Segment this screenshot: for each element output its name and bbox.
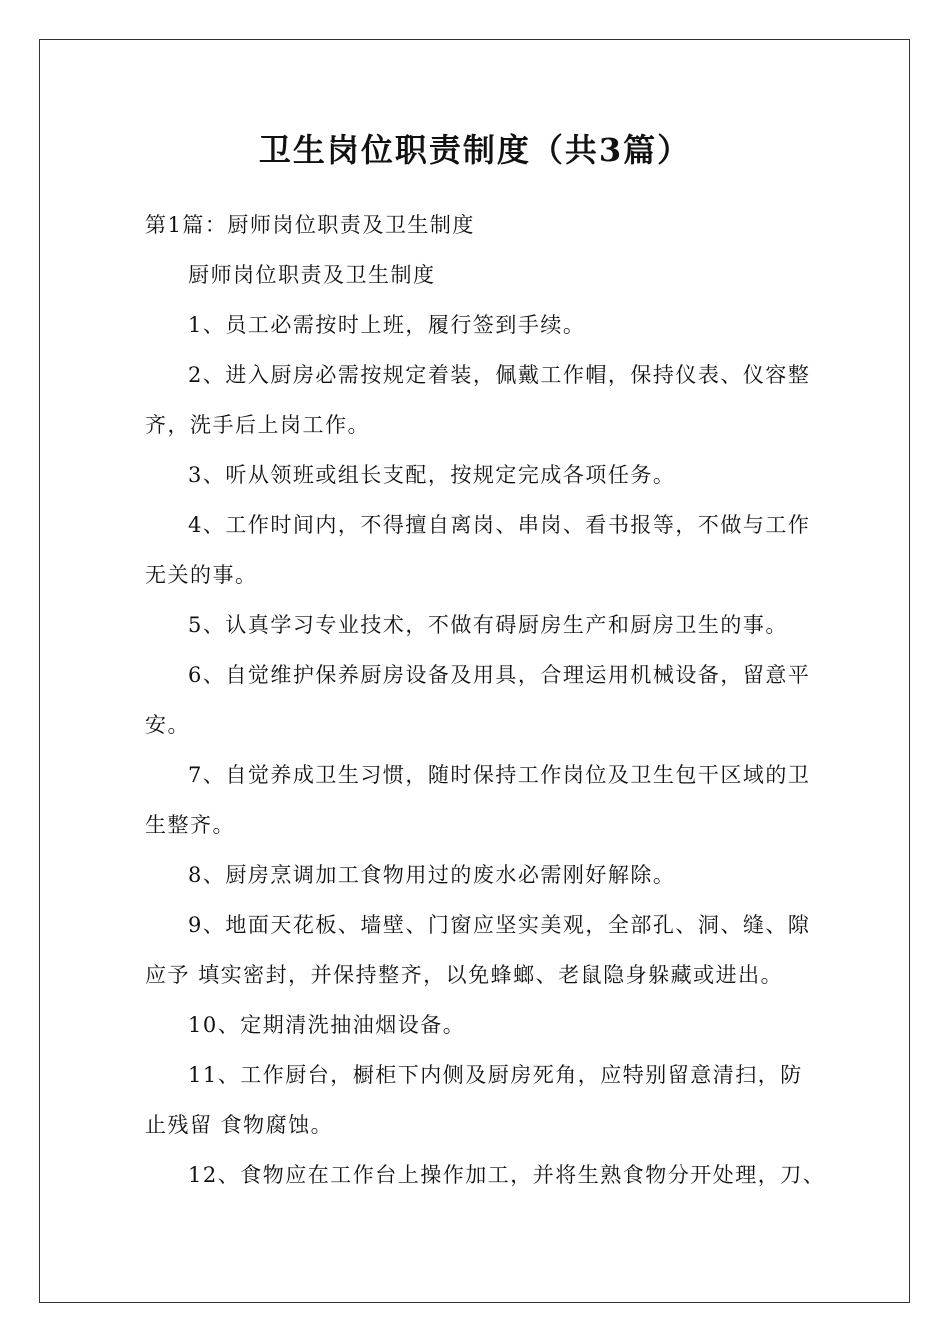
paragraph-line: 4、工作时间内，不得擅自离岗、串岗、看书报等，不做与工作 [188,513,811,537]
paragraph-line: 安。 [145,713,190,737]
paragraph-line: 9、地面天花板、墙壁、门窗应坚实美观，全部孔、洞、缝、隙 [188,913,811,937]
paragraph-line: 应予 填实密封，并保持整齐，以免蜂螂、老鼠隐身躲藏或进出。 [145,963,784,987]
paragraph-line: 10、定期清洗抽油烟设备。 [188,1013,466,1037]
section-heading: 第1篇：厨师岗位职责及卫生制度 [145,213,475,237]
paragraph-line: 12、食物应在工作台上操作加工，并将生熟食物分开处理，刀、 [188,1163,826,1187]
subheading: 厨师岗位职责及卫生制度 [188,263,436,287]
paragraph-line: 6、自觉维护保养厨房设备及用具，合理运用机械设备，留意平 [188,663,811,687]
paragraph-line: 无关的事。 [145,563,258,587]
paragraph-line: 2、进入厨房必需按规定着装，佩戴工作帽，保持仪表、仪容整 [188,363,811,387]
paragraph-line: 1、员工必需按时上班，履行签到手续。 [188,313,586,337]
paragraph-line: 8、厨房烹调加工食物用过的废水必需刚好解除。 [188,863,676,887]
paragraph-line: 11、工作厨台，橱柜下内侧及厨房死角，应特别留意清扫，防 [188,1063,803,1087]
paragraph-line: 3、听从领班或组长支配，按规定完成各项任务。 [188,463,676,487]
paragraph-line: 生整齐。 [145,813,235,837]
paragraph-line: 5、认真学习专业技术，不做有碍厨房生产和厨房卫生的事。 [188,613,788,637]
paragraph-line: 7、自觉养成卫生习惯，随时保持工作岗位及卫生包干区域的卫 [188,763,811,787]
paragraph-line: 齐，洗手后上岗工作。 [145,413,370,437]
document-title: 卫生岗位职责制度（共3篇） [258,131,692,169]
paragraph-line: 止残留 食物腐蚀。 [145,1113,334,1137]
